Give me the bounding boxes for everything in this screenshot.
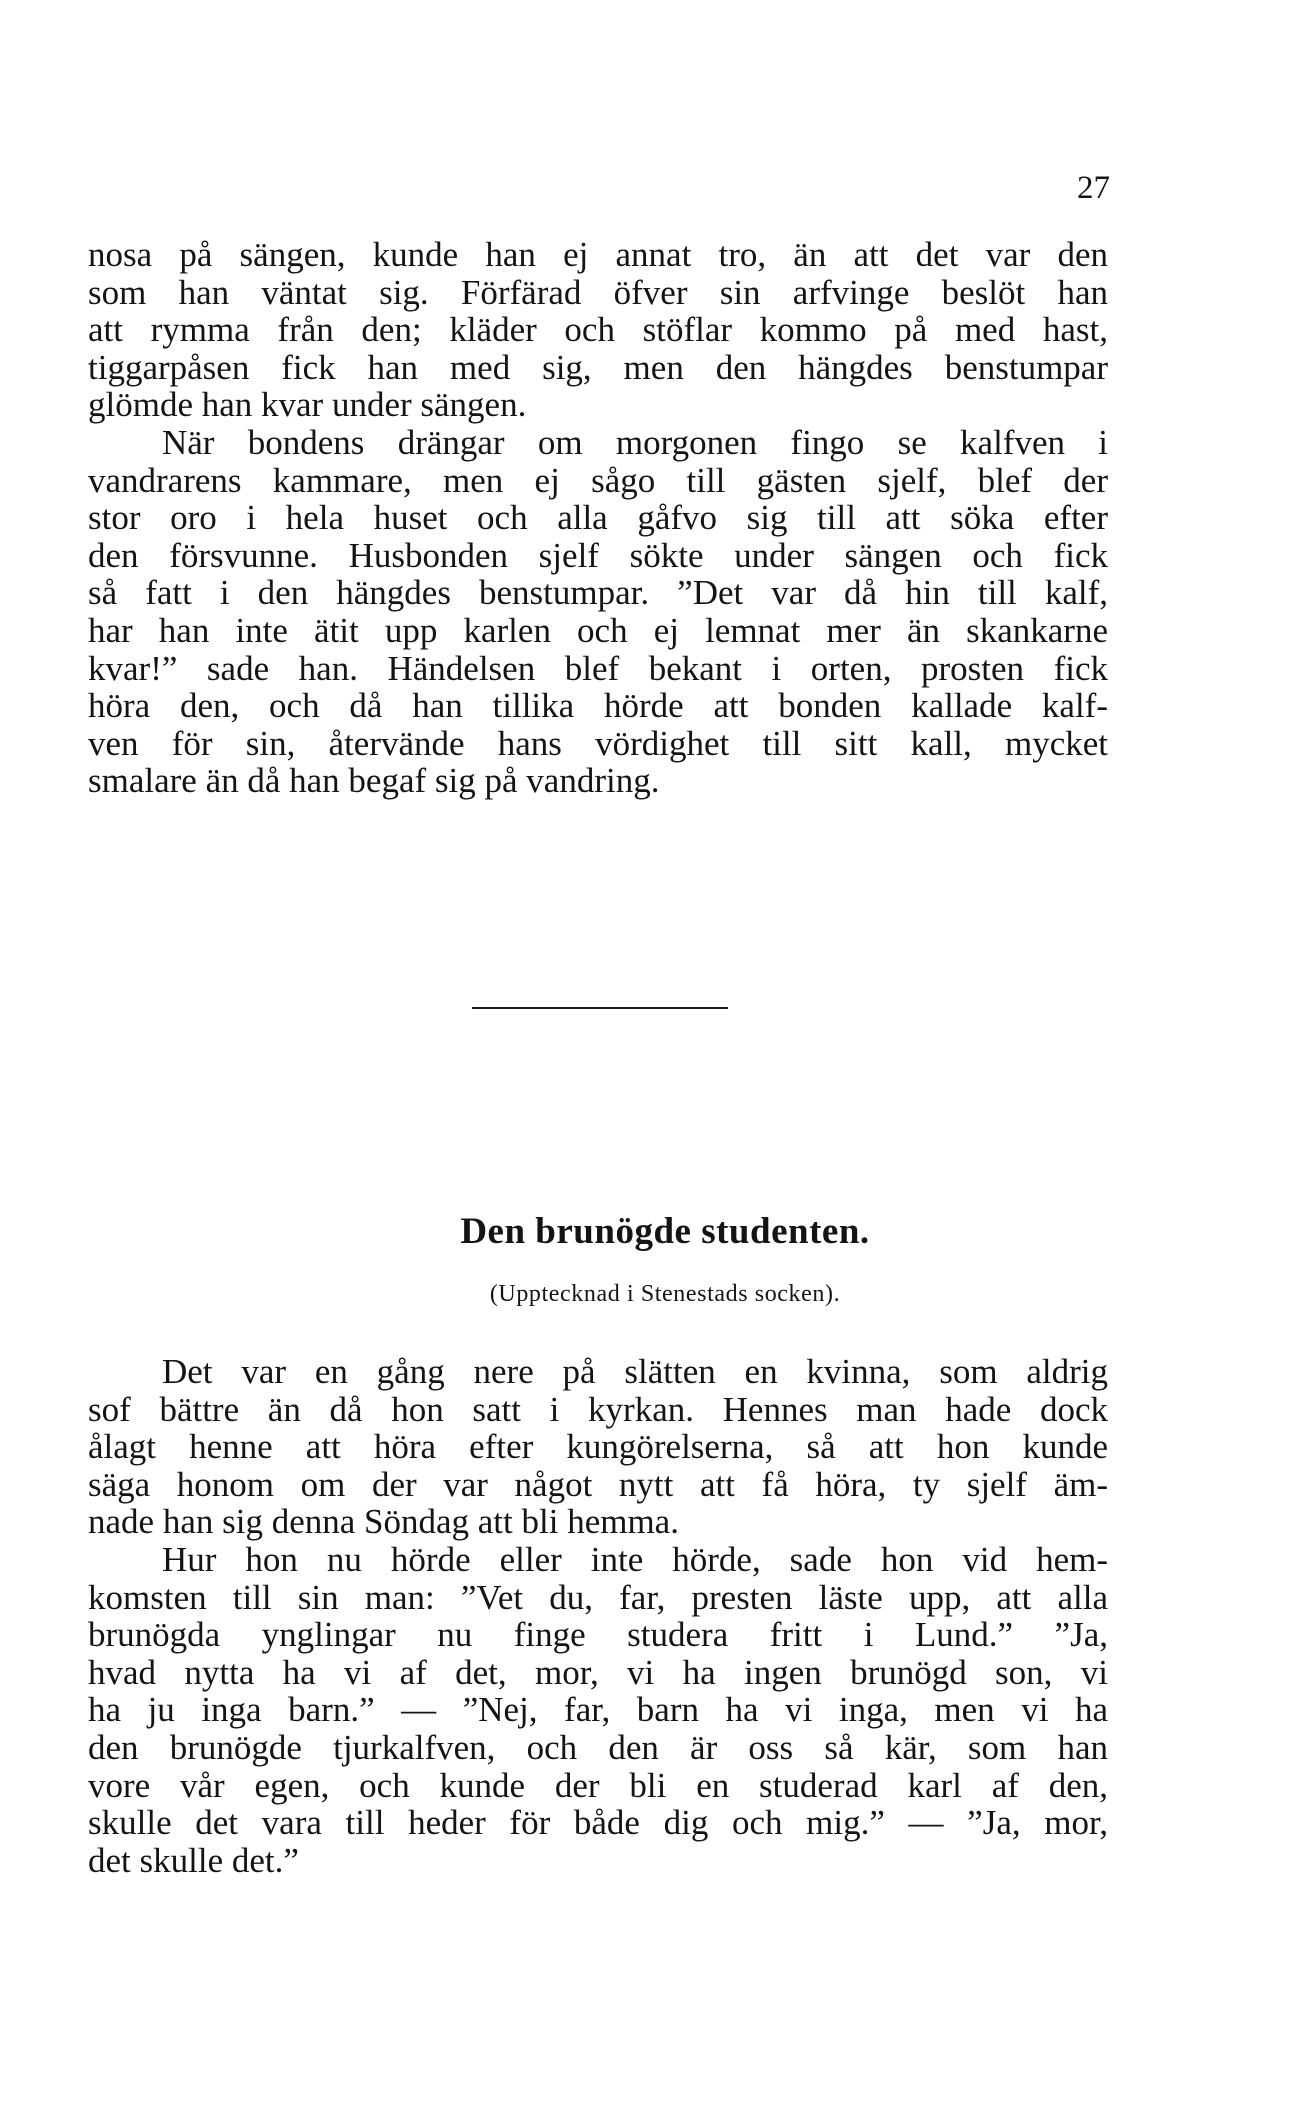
text-line: tiggarpåsen fick han med sig, men den hängdes benstumpar	[88, 347, 1108, 387]
text-line: ha ju inga barn.” — ”Nej, far, barn ha vi inga, men vi ha	[88, 1690, 1108, 1730]
text-line: har han inte ätit upp karlen och ej lemnat mer än skankarne	[88, 610, 1108, 650]
text-line: den brunögde tjurkalfven, och den är oss så kär, som han	[88, 1727, 1108, 1767]
text-line: stor oro i hela huset och alla gåfvo sig till att söka efter	[88, 498, 1108, 538]
text-line: nosa på sängen, kunde han ej annat tro, än att det var den	[88, 235, 1108, 274]
text-line: höra den, och då han tillika hörde att bonden kallade kalf-	[88, 686, 1108, 726]
text-line: ven för sin, återvände hans vördighet till sitt kall, mycket	[88, 723, 1108, 763]
text-line: smalare än då han begaf sig på vandring.	[88, 761, 660, 801]
story-title: Den brunögde studenten.	[460, 1211, 870, 1252]
text-line: vandrarens kammare, men ej sågo till gästen sjelf, blef der	[88, 460, 1108, 500]
text-line: den försvunne. Husbonden sjelf sökte under sängen och fick	[88, 535, 1108, 575]
text-line: När bondens drängar om morgonen fingo se kalfven i	[162, 422, 1108, 462]
text-block-section-1	[88, 236, 1108, 800]
text-line: skulle det vara till heder för både dig och mig.” — ”Ja, mor,	[88, 1803, 1108, 1843]
text-line: hvad nytta ha vi af det, mor, vi ha ingen brunögd son, vi	[88, 1652, 1108, 1692]
text-line: ålagt henne att höra efter kungörelserna, så att hon kunde	[88, 1427, 1108, 1467]
text-line: komsten till sin man: ”Vet du, far, presten läste upp, att alla	[88, 1577, 1108, 1617]
text-line: nade han sig denna Söndag att bli hemma.	[88, 1502, 679, 1542]
section-divider	[472, 1007, 728, 1009]
text-line: att rymma från den; kläder och stöflar kommo på med hast,	[88, 310, 1108, 350]
text-block-section-2	[88, 1353, 1108, 1879]
text-line: som han väntat sig. Förfärad öfver sin arfvinge beslöt han	[88, 272, 1108, 312]
page-number: 27	[1077, 170, 1110, 206]
text-line: Det var en gång nere på slätten en kvinna, som aldrig	[162, 1352, 1108, 1391]
story-subtitle: (Upptecknad i Stenestads socken).	[489, 1281, 841, 1307]
text-line: det skulle det.”	[88, 1840, 299, 1880]
text-line: så fatt i den hängdes benstumpar. ”Det var då hin till kalf,	[88, 573, 1108, 613]
text-line: sof bättre än då hon satt i kyrkan. Hennes man hade dock	[88, 1389, 1108, 1429]
text-line: kvar!” sade han. Händelsen blef bekant i orten, prosten fick	[88, 648, 1108, 688]
text-line: Hur hon nu hörde eller inte hörde, sade hon vid hem-	[162, 1539, 1108, 1579]
text-line: säga honom om der var något nytt att få höra, ty sjelf äm-	[88, 1464, 1108, 1504]
text-line: brunögda ynglingar nu finge studera fritt i Lund.” ”Ja,	[88, 1615, 1108, 1655]
text-line: vore vår egen, och kunde der bli en studerad karl af den,	[88, 1765, 1108, 1805]
text-line: glömde han kvar under sängen.	[88, 385, 527, 425]
